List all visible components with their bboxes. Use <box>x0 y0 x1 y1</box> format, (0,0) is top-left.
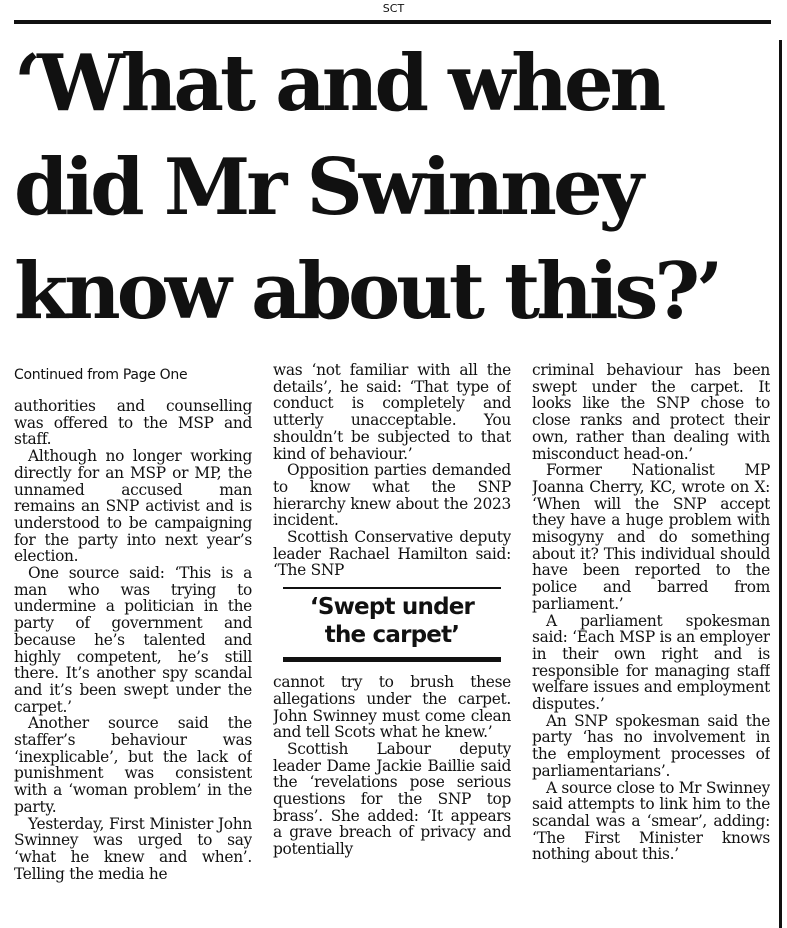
top-rule <box>14 20 771 24</box>
continued-from-label: Continued from Page One <box>14 367 188 383</box>
paragraph: Former Nationalist MP Joanna Cherry, KC, wrote on X: ‘When will the SNP accept they have a huge problem with misogyny and do something about it? This individual should have been reported to the police and barred from parliament.’ <box>532 461 770 613</box>
headline-line-1: ‘What and when <box>14 38 663 129</box>
edition-label: SCT <box>382 2 405 15</box>
paragraph: A source close to Mr Swinney said attempts to link him to the scandal was a ‘smear’, adding: ‘The First Minister knows nothing about this.’ <box>532 778 770 864</box>
column-1 <box>14 362 252 924</box>
paragraph: Scottish Labour deputy leader Dame Jackie Baillie said the ‘revelations pose serious questions for the SNP top brass’. She added: ‘It appears a grave breach of privacy and potentially <box>273 739 511 859</box>
pull-quote-text <box>273 593 511 649</box>
column-2 <box>273 362 511 924</box>
paragraph: Although no longer working directly for an MSP or MP, the unnamed accused man remains an SNP activist and is understood to be campaigning for the party into next year’s election. <box>14 447 252 566</box>
paragraph: Opposition parties demanded to know what the SNP hierarchy knew about the 2023 incident. <box>273 461 511 530</box>
pull-quote-rule-bottom <box>283 657 501 662</box>
paragraph: An SNP spokesman said the party ‘has no involvement in the employment processes of parliamentarians’. <box>532 711 770 780</box>
column-3 <box>532 362 770 924</box>
pull-quote-line-1: ‘Swept under <box>309 594 475 621</box>
paragraph: was ‘not familiar with all the details’, he said: ‘That type of conduct is completely and utterly unacceptable. You shouldn’t be subjected to that kind of behaviour.’ <box>273 362 511 463</box>
paragraph: cannot try to brush these allegations under the carpet. John Swinney must come clean and tell Scots what he knew.’ <box>273 673 511 742</box>
page-edge-rule <box>779 40 782 928</box>
paragraph: Scottish Conservative deputy leader Rachael Hamilton said: ‘The SNP <box>273 528 511 580</box>
pull-quote-line-2: the carpet’ <box>324 622 460 649</box>
headline <box>14 32 774 344</box>
headline-line-3: know about this?’ <box>14 246 720 337</box>
paragraph: Yesterday, First Minister John Swinney was urged to say ‘what he knew and when’. Telling the media he <box>14 814 252 883</box>
paragraph: criminal behaviour has been swept under the carpet. It looks like the SNP chose to close ranks and protect their own, rather than dealing with misconduct head-on.’ <box>532 362 770 463</box>
paragraph: One source said: ‘This is a man who was trying to undermine a politician in the party of government and because he’s talented and highly competent, he’s still there. It’s another spy scandal and it’s been swept under the carpet.’ <box>14 564 252 716</box>
paragraph: A parliament spokesman said: ‘Each MSP is an employer in their own right and is responsible for managing staff welfare issues and employment disputes.’ <box>532 611 770 714</box>
headline-line-2: did Mr Swinney <box>14 142 640 233</box>
pull-quote <box>273 587 511 662</box>
paragraph: authorities and counselling was offered to the MSP and staff. <box>14 397 252 449</box>
pull-quote-rule-top <box>283 587 501 589</box>
paragraph: Another source said the staffer’s behaviour was ‘inexplicable’, but the lack of punishment was consistent with a ‘woman problem’ in the party. <box>14 714 252 816</box>
